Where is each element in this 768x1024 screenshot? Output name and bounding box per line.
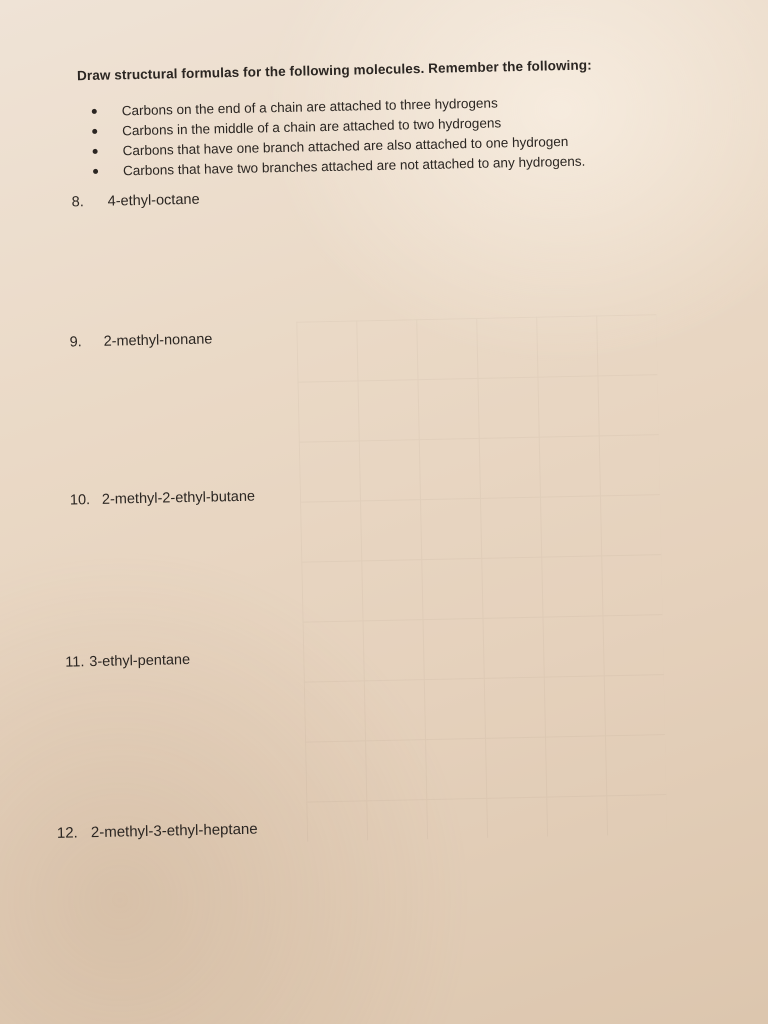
rule-text: Carbons on the end of a chain are attached to three hydrogens <box>121 95 498 119</box>
question-number: 12. <box>56 824 78 842</box>
question-molecule: 2-methyl-nonane <box>103 331 213 350</box>
bullet-icon <box>92 129 97 134</box>
rule-text: Carbons that have two branches attached are not attached to any hydrogens. <box>122 153 586 179</box>
question-10 <box>70 489 255 509</box>
question-molecule: 4-ethyl-octane <box>107 191 200 210</box>
question-number: 11. <box>65 654 85 671</box>
question-molecule: 3-ethyl-pentane <box>89 652 191 671</box>
question-number: 9. <box>69 334 82 351</box>
question-number: 8. <box>71 194 84 211</box>
question-8 <box>72 192 200 211</box>
instructions-heading: Draw structural formulas for the following molecules. Remember the following: <box>76 57 592 84</box>
question-molecule: 2-methyl-3-ethyl-heptane <box>90 820 258 842</box>
question-9 <box>69 331 212 350</box>
bleed-through-grid <box>296 314 667 841</box>
question-11 <box>65 652 190 671</box>
question-molecule: 2-methyl-2-ethyl-butane <box>101 488 256 508</box>
question-number: 10. <box>69 492 91 509</box>
rule-text: Carbons in the middle of a chain are attached to two hydrogens <box>122 115 502 139</box>
bullet-icon <box>92 109 97 114</box>
rule-text: Carbons that have one branch attached are also attached to one hydrogen <box>122 133 569 159</box>
bullet-icon <box>93 149 98 154</box>
question-12 <box>57 821 258 842</box>
bullet-icon <box>93 169 98 174</box>
rules-list <box>92 92 586 182</box>
